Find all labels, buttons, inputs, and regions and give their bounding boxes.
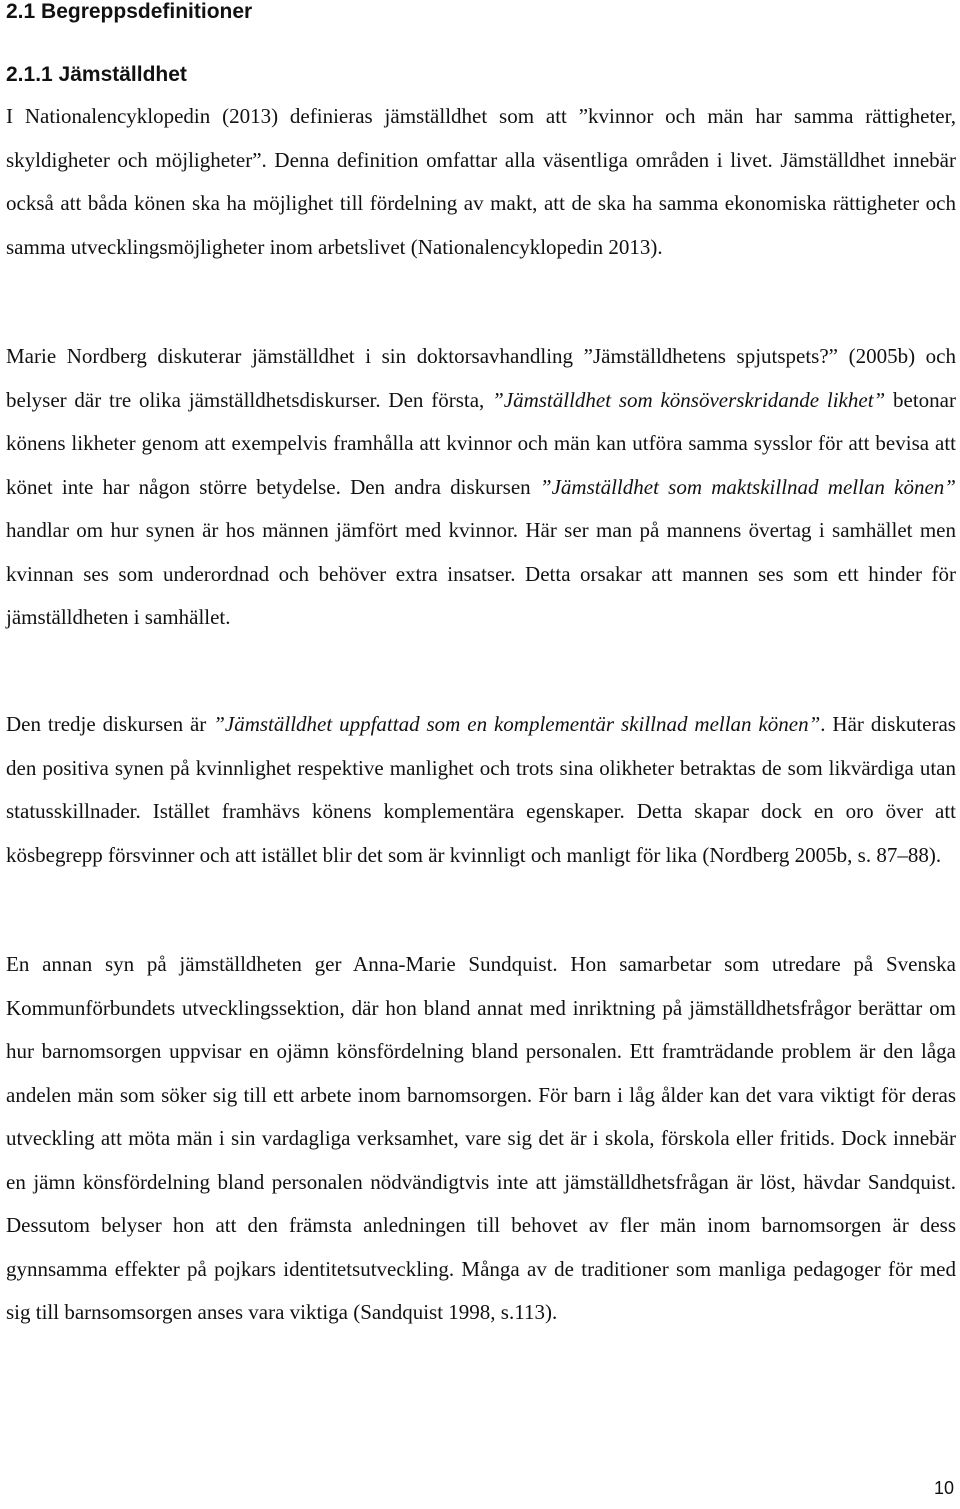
paragraph-3-text-2: . Här diskuteras den positiva synen på kvinnlighet respektive manlighet och trots sina olikheter betraktas de som likvärdiga utan statusskillnader. Istället framhävs könens komplementära egenskaper. Detta skapar dock en oro över att kösbegrepp försvinner och att istället blir det som är kvinnligt och manligt för lika (Nordberg 2005b, s. 87–88). <box>6 712 956 867</box>
page-number: 10 <box>933 1478 954 1498</box>
paragraph-3-italic-1: ”Jämställdhet uppfattad som en komplementär skillnad mellan könen” <box>213 712 821 736</box>
paragraph-2-italic-1: ”Jämställdhet som könsöverskridande likhet” <box>492 387 886 412</box>
subsection-heading: 2.1.1 Jämställdhet <box>6 63 187 86</box>
paragraph-2-text-3: handlar om hur synen är hos männen jämfört med kvinnor. Här ser man på mannens övertag i samhället men kvinnan ses som underordnad och behöver extra insatser. Detta orsakar att mannen ses som ett hinder för jämställdheten i samhället. <box>6 518 956 629</box>
paragraph-1: I Nationalencyklopedin (2013) definieras jämställdhet som att ”kvinnor och män har samma rättigheter, skyldigheter och möjligheter”. Denna definition omfattar alla väsentliga områden i livet. Jämställdhet innebär också att båda könen ska ha möjlighet till fördelning av makt, att de ska ha samma ekonomiska rättigheter och samma utvecklingsmöjligheter inom arbetslivet (Nationalencyklopedin 2013). <box>6 104 956 259</box>
paragraph-3-text-1: Den tredje diskursen är <box>6 712 214 736</box>
paragraph-2-text-1: Marie Nordberg diskuterar jämställdhet i sin doktorsavhandling ”Jämställdhetens spjutspets?” (2005b) och belyser där tre olika jämställdhetsdiskurser. Den första, <box>6 344 956 412</box>
paragraph-3 <box>6 703 956 877</box>
paragraph-4: En annan syn på jämställdheten ger Anna-Marie Sundquist. Hon samarbetar som utredare på Svenska Kommunförbundets utvecklingssektion, där hon bland annat med inriktning på jämställdhetsfrågor berättar om hur barnomsorgen uppvisar en ojämn könsfördelning bland personalen. Ett framträdande problem är den låga andelen män som söker sig till ett arbete inom barnomsorgen. För barn i låg ålder kan det vara viktigt för deras utveckling att möta män i sin vardagliga verksamhet, vare sig det är i skola, förskola eller fritids. Dock innebär en jämn könsfördelning bland personalen nödvändigtvis inte att jämställdhetsfrågan är löst, hävdar Sandquist. Dessutom belyser hon att den främsta anledningen till behovet av fler män inom barnomsorgen är dess gynnsamma effekter på pojkars identitetsutveckling. Många av de traditioner som manliga pedagoger för med sig till barnsomsorgen anses vara viktiga (Sandquist 1998, s.113). <box>6 952 956 1324</box>
paragraph-2-italic-2: ”Jämställdhet som maktskillnad mellan könen” <box>539 474 956 499</box>
paragraph-2-text-2: betonar könens likheter genom att exempelvis framhålla att kvinnor och män kan utföra samma sysslor för att bevisa att könet inte har någon större betydelse. Den andra diskursen <box>6 387 956 499</box>
section-heading: 2.1 Begreppsdefinitioner <box>6 0 253 23</box>
paragraph-2 <box>6 335 956 640</box>
